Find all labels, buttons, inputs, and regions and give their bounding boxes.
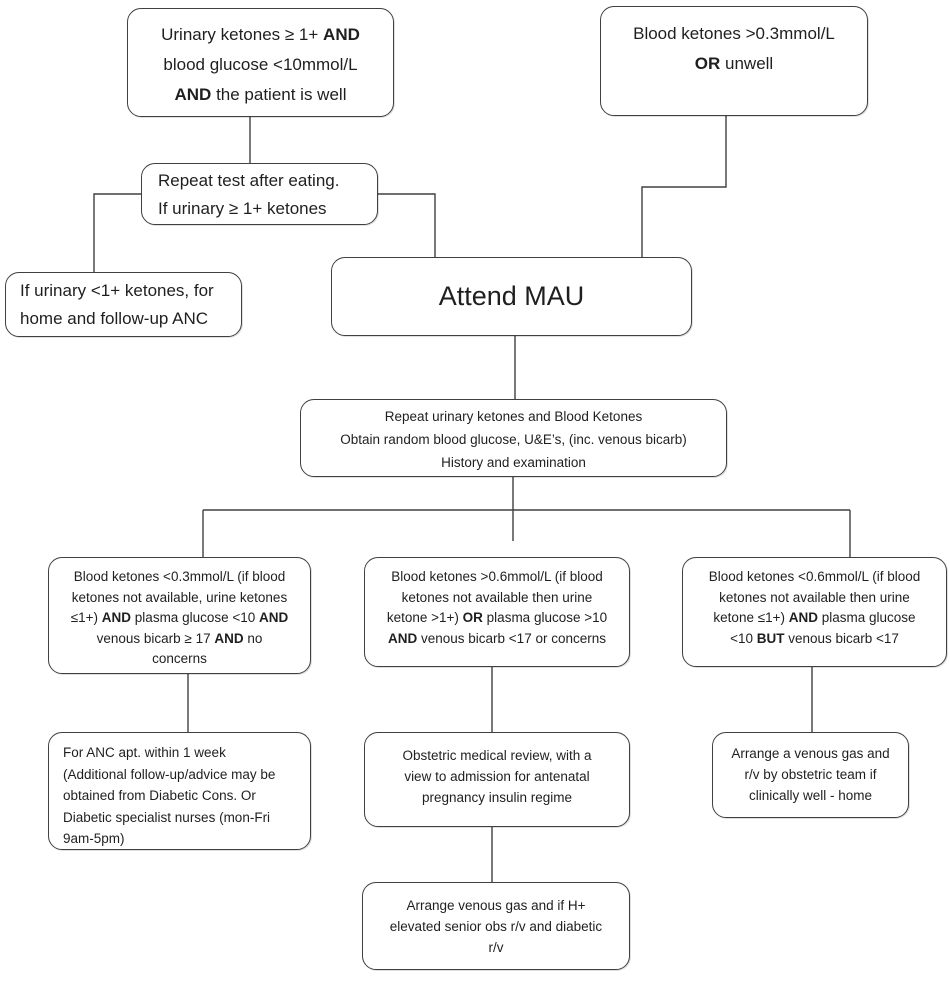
node-text-line: Blood ketones >0.6mmol/L (if blood <box>391 569 603 584</box>
node-mau-assessment <box>300 399 727 477</box>
node-text-line: ketones not available, urine ketones <box>71 589 288 605</box>
node-text-line: 9am-5pm) <box>63 831 125 846</box>
node-text-line: Obtain random blood glucose, U&E’s, (inc. venous bicarb) <box>340 432 687 447</box>
connector-repeat-to-home <box>94 194 141 272</box>
node-text-line: Obstetric medical review, with a <box>402 748 592 763</box>
node-anc-followup <box>48 732 311 850</box>
node-venous-gas-review <box>362 882 630 970</box>
node-text-line: Blood ketones <0.6mmol/L (if blood <box>708 569 921 584</box>
node-obstetric-review <box>364 732 630 827</box>
node-attend-mau <box>331 257 692 336</box>
node-repeat-test <box>141 163 378 225</box>
node-text-line: ketones not available then urine <box>401 589 593 605</box>
node-text-line: home and follow-up ANC <box>20 309 209 328</box>
node-text-line: blood glucose <10mmol/L <box>163 55 358 74</box>
node-text-line: AND the patient is well <box>174 85 347 104</box>
node-text-line: elevated senior obs r/v and diabetic <box>389 919 603 934</box>
node-text-line: For ANC apt. within 1 week <box>63 745 226 760</box>
node-text-line: <10 BUT venous bicarb <17 <box>730 630 899 646</box>
node-text-line: Repeat urinary ketones and Blood Ketones <box>384 409 643 424</box>
node-text-line: pregnancy insulin regime <box>421 790 573 805</box>
connector-repeat-to-mau <box>378 194 435 257</box>
node-text-line: Arrange a venous gas and <box>731 746 890 761</box>
node-text-line: Urinary ketones ≥ 1+ AND <box>161 25 360 44</box>
node-text-line: AND venous bicarb <17 or concerns <box>388 630 606 646</box>
node-home-anc <box>5 272 242 337</box>
node-text-line: Blood ketones >0.3mmol/L <box>633 24 835 43</box>
node-text-line: clinically well - home <box>748 788 873 803</box>
node-branch-high-risk <box>364 557 630 667</box>
attend-mau-label: Attend MAU <box>438 281 585 311</box>
node-blood-ketones <box>600 6 868 116</box>
node-branch-low-risk <box>48 557 311 674</box>
node-text-line: obtained from Diabetic Cons. Or <box>63 788 256 803</box>
node-branch-moderate-risk <box>682 557 947 667</box>
node-text-line: r/v by obstetric team if <box>744 767 877 782</box>
node-text-line: r/v <box>488 940 504 955</box>
node-text-line: Arrange venous gas and if H+ <box>406 898 586 913</box>
node-text-line: Repeat test after eating. <box>158 171 340 190</box>
node-text-line: ketones not available then urine <box>719 589 910 605</box>
node-text-line: OR unwell <box>694 54 774 73</box>
node-text-line: History and examination <box>441 455 586 470</box>
node-text-line: concerns <box>152 651 207 666</box>
connector-blood-to-mau <box>642 116 726 257</box>
node-text-line: (Additional follow-up/advice may be <box>63 766 276 782</box>
node-text-line: Blood ketones <0.3mmol/L (if blood <box>73 569 286 584</box>
node-text-line: venous bicarb ≥ 17 AND no <box>96 630 263 646</box>
node-text-line: If urinary ≥ 1+ ketones <box>158 199 327 218</box>
node-text-line: ketone ≤1+) AND plasma glucose <box>713 610 916 625</box>
node-text-line: ≤1+) AND plasma glucose <10 AND <box>70 610 289 625</box>
node-venous-gas-home <box>712 732 909 818</box>
node-text-line: Diabetic specialist nurses (mon-Fri <box>63 809 271 825</box>
node-text-line: If urinary <1+ ketones, for <box>20 281 214 300</box>
node-urinary-ketones <box>127 8 394 117</box>
node-text-line: view to admission for antenatal <box>404 769 590 784</box>
node-text-line: ketone >1+) OR plasma glucose >10 <box>386 610 608 625</box>
